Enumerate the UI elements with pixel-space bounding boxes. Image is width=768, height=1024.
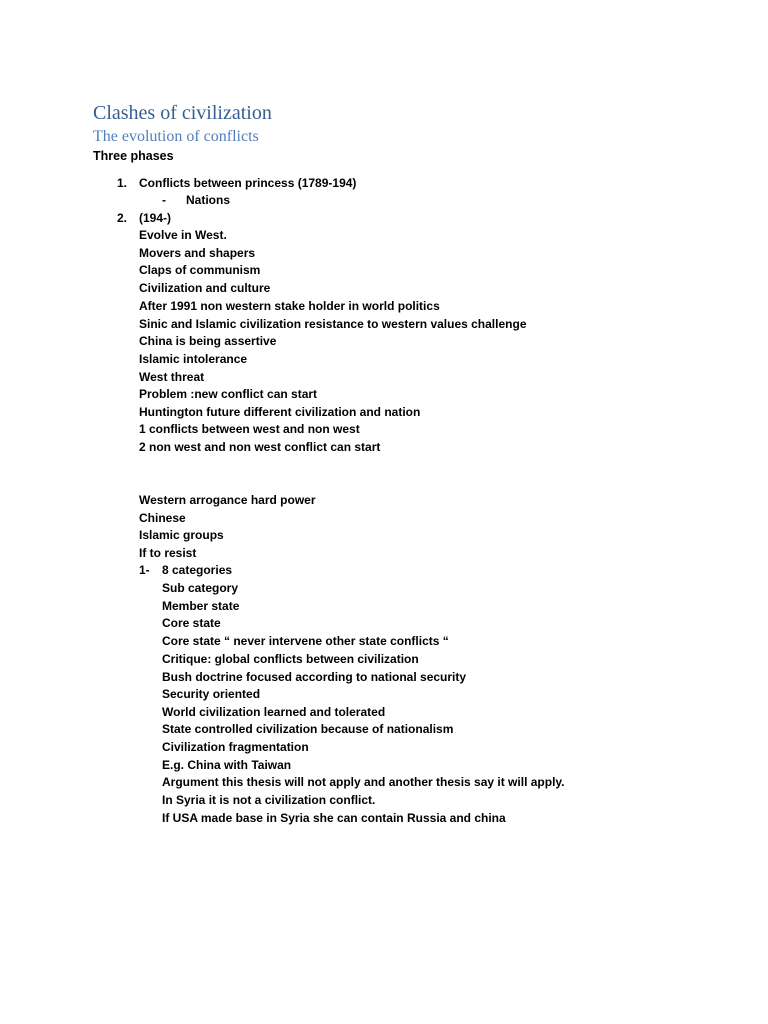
text-line: If to resist xyxy=(139,546,197,560)
text-line: China is being assertive xyxy=(139,334,277,348)
text-line: Evolve in West. xyxy=(139,228,227,242)
text-line: After 1991 non western stake holder in world politics xyxy=(139,299,440,313)
text-line: If USA made base in Syria she can contain Russia and china xyxy=(162,811,506,825)
text-line: Bush doctrine focused according to national security xyxy=(162,670,467,684)
list-number-2: 2. xyxy=(117,211,128,225)
text-line: World civilization learned and tolerated xyxy=(162,705,386,719)
text-line: Movers and shapers xyxy=(139,246,256,260)
text-line: E.g. China with Taiwan xyxy=(162,758,292,772)
text-line: Critique: global conflicts between civilization xyxy=(162,652,419,666)
text-line: Chinese xyxy=(139,511,186,525)
text-line: Core state “ never intervene other state conflicts “ xyxy=(162,634,449,648)
section-heading: Three phases xyxy=(93,149,174,163)
text-line: Civilization fragmentation xyxy=(162,740,309,754)
document-title: Clashes of civilization xyxy=(93,102,272,124)
text-line: Security oriented xyxy=(162,687,261,701)
text-line: Sub category xyxy=(162,581,239,595)
text-line: Civilization and culture xyxy=(139,281,271,295)
text-line: Sinic and Islamic civilization resistance to western values challenge xyxy=(139,317,527,331)
text-line: Argument this thesis will not apply and another thesis say it will apply. xyxy=(162,775,565,789)
text-line: Western arrogance hard power xyxy=(139,493,316,507)
text-line: Claps of communism xyxy=(139,263,261,277)
category-text: 8 categories xyxy=(162,563,233,577)
list-number-1: 1. xyxy=(117,176,128,190)
list-item-1-text: Conflicts between princess (1789-194) xyxy=(139,176,357,190)
category-number: 1- xyxy=(139,563,150,577)
text-line: 1 conflicts between west and non west xyxy=(139,422,360,436)
text-line: State controlled civilization because of nationalism xyxy=(162,722,454,736)
list-sub-marker: - xyxy=(162,193,166,207)
text-line: 2 non west and non west conflict can start xyxy=(139,440,381,454)
text-line: Islamic groups xyxy=(139,528,224,542)
text-line: Member state xyxy=(162,599,240,613)
document-subtitle: The evolution of conflicts xyxy=(93,128,259,145)
text-line: Problem :new conflict can start xyxy=(139,387,318,401)
text-line: Huntington future different civilization and nation xyxy=(139,405,421,419)
text-line: West threat xyxy=(139,370,205,384)
text-line: Core state xyxy=(162,616,221,630)
text-line: In Syria it is not a civilization conflict. xyxy=(162,793,376,807)
list-sub-text: Nations xyxy=(186,193,231,207)
text-line: Islamic intolerance xyxy=(139,352,248,366)
list-item-2-text: (194-) xyxy=(139,211,172,225)
